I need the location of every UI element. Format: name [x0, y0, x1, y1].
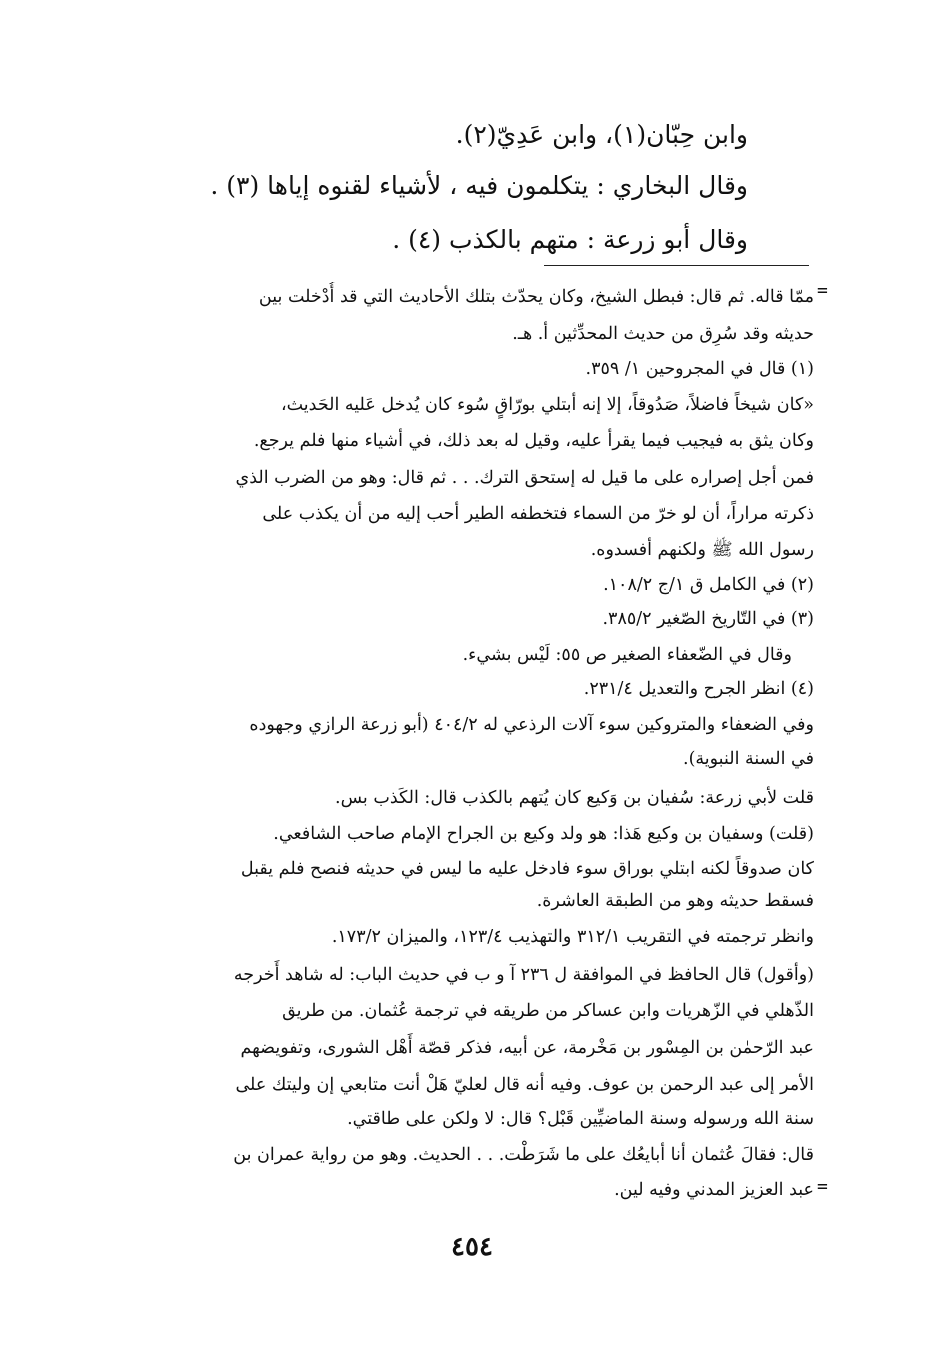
continuation-mark-top: = [817, 280, 828, 301]
footnote-3-line-2: وقال في الضّعفاء الصغير ص ٥٥: لَيْس بشيء. [462, 645, 792, 665]
footnote-1-line-1: «كان شيخاً فاضلاً، صَدُوقاً، إلا إنه أبتلي بورّاقٍ سُوء كان يُدخل عَليه الحَديث، [280, 395, 814, 415]
footnote-1-line-2: وكان يثق به فيجيب فيما يقرأ عليه، وقيل له بعد ذلك، في أشياء منها فلم يرجع. [253, 431, 814, 451]
main-text-line-3: وقال أبو زرعة : متهم بالكذب (٤) . [392, 225, 748, 254]
footnote-4-line-3: في السنة النبوية). [683, 749, 814, 769]
footnote-1-line-5: رسول الله ﷺ ولكنهم أفسدوه. [590, 540, 814, 560]
footnote-4-line-7: فسقط حديثه وهو من الطبقة العاشرة. [536, 891, 814, 911]
footnote-1-heading: (١) قال في المجروحين ١/ ٣٥٩. [585, 359, 814, 379]
footnote-4-line-6: كان صدوقاً لكنه ابتلي بوراق سوء فادخل عليه ما ليس في حديثه فنصح فلم يقبل [240, 859, 814, 879]
footnote-4-line-11: عبد الرّحمٰن بن المِسْور بن مَخْرمة، عن أبيه، فذكر قصّة أَهْل الشورى، وتفويضهم [240, 1038, 814, 1058]
footnote-continuation-line-2: حديثه وقد سُرِق من حديث المحدِّثين أ. هـ. [512, 324, 814, 344]
footnote-1-line-4: ذكرته مراراً، أن لو خرّ من السماء فتخطفه الطير أحب إليه من أن يكذب على [262, 504, 814, 524]
footnote-4-line-13: سنة الله ورسوله وسنة الماضيِّين قَبْل؟ قال: لا ولكن على طاقتي. [347, 1109, 814, 1129]
footnote-4: (٤) انظر الجرح والتعديل ٢٣١/٤. [583, 679, 814, 699]
footnote-2: (٢) في الكامل ق ١/ج ١٠٨/٢. [603, 575, 814, 595]
footnote-4-line-14: قال: فقالَ عُثمان أنا أبايعُك على ما شَرَطْت. . . الحديث. وهو من رواية عمران بن [233, 1145, 814, 1165]
page-number: ٤٥٤ [451, 1232, 493, 1262]
continuation-mark-bottom: = [817, 1176, 828, 1197]
footnote-4-line-9: (وأقول) قال الحافظ في الموافقة ل ٢٣٦ آ و ب في حديث الباب: له شاهد أَخرجه [233, 965, 814, 985]
footnote-4-line-4: قلت لأبي زرعة: سُفيان بن وَكيع كان يُتهم بالكذب قال: الكَذب بس. [335, 788, 814, 808]
footnote-4-line-5: (قلت) وسفيان بن وكيع هَذا: هو ولد وكيع بن الجراح الإمام صاحب الشافعي. [273, 824, 814, 844]
footnote-3: (٣) في التّاريخ الصّغير ٣٨٥/٢. [602, 609, 814, 629]
main-text-line-2: وقال البخاري : يتكلمون فيه ، لأشياء لقنوه إياها (٣) . [210, 171, 748, 200]
footnote-4-line-8: وانظر ترجمته في التقريب ٣١٢/١ والتهذيب ١٢٣/٤، والميزان ١٧٣/٢. [331, 927, 814, 947]
footnote-4-line-15: عبد العزيز المدني وفيه لين. [614, 1180, 814, 1200]
footnote-4-line-12: الأمر إلى عبد الرحمن بن عوف. وفيه أنه قال لعليّ هَلْ أنت متابعي إن وليتك على [235, 1075, 814, 1095]
footnote-1-line-3: فمن أجل إصراره على ما قيل له إستحق الترك. . . ثم قال: وهو من الضرب الذي [235, 468, 814, 488]
footnote-continuation-line-1: ممّا قاله. ثم قال: فبطل الشيخ، وكان يحدّث بتلك الأحاديث التي قد أُدْخلت بين [258, 287, 814, 307]
footnote-4-line-10: الذّهلي في الزّهريات وابن عساكر من طريقه في ترجمة عُثمان. من طريق [282, 1001, 814, 1021]
footnote-4-line-2: وفي الضعفاء والمتروكين سوء آلات الرذعي له ٤٠٤/٢ (أبو زرعة الرازي وجهوده [249, 715, 814, 735]
footnote-separator [544, 265, 809, 266]
main-text-line-1: وابن حِبّان(١)، وابن عَدِيّ(٢). [455, 120, 748, 149]
